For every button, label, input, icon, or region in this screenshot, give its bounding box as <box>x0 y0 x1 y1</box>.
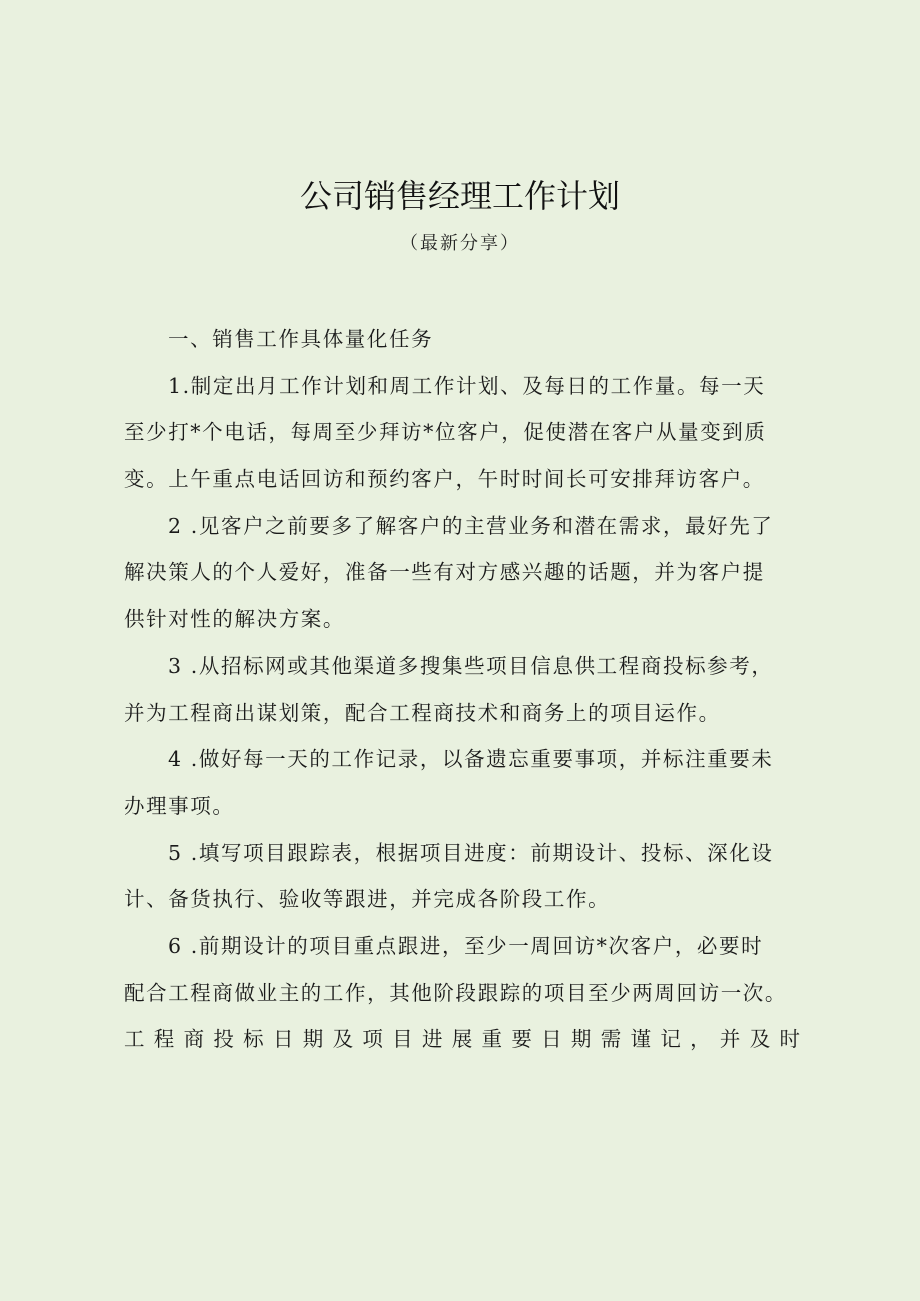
paragraph-line: 计、备货执行、验收等跟进，并完成各阶段工作。 <box>124 887 611 912</box>
paragraph-line: 至少打*个电话，每周至少拜访*位客户，促使潜在客户从量变到质 <box>124 420 767 445</box>
document-body <box>124 316 800 1063</box>
document-title: 公司销售经理工作计划 <box>299 177 620 215</box>
paragraph-line: 6 .前期设计的项目重点跟进，至少一周回访*次客户，必要时 <box>168 933 764 958</box>
paragraph-line: 工程商投标日期及项目进展重要日期需谨记，并及时 <box>124 1027 800 1052</box>
paragraph-line: 解决策人的个人爱好，准备一些有对方感兴趣的话题，并为客户提 <box>124 560 765 585</box>
paragraph-line: 4 .做好每一天的工作记录，以备遗忘重要事项，并标注重要未 <box>168 747 774 772</box>
paragraph-line: 2 .见客户之前要多了解客户的主营业务和潜在需求，最好先了 <box>168 513 774 538</box>
paragraph-line: 配合工程商做业主的工作，其他阶段跟踪的项目至少两周回访一次。 <box>124 980 787 1005</box>
paragraph-line: 1.制定出月工作计划和周工作计划、及每日的工作量。每一天 <box>168 373 766 398</box>
document-subtitle: （最新分享） <box>400 233 520 254</box>
paragraph-line: 变。上午重点电话回访和预约客户，午时时间长可安排拜访客户。 <box>124 467 765 492</box>
paragraph-line: 3 .从招标网或其他渠道多搜集些项目信息供工程商投标参考， <box>168 653 774 678</box>
section-heading: 一、销售工作具体量化任务 <box>168 327 434 351</box>
paragraph-line: 办理事项。 <box>124 793 235 818</box>
paragraph-line: 并为工程商出谋划策，配合工程商技术和商务上的项目运作。 <box>124 700 721 725</box>
paragraph-line: 供针对性的解决方案。 <box>124 607 345 632</box>
paragraph-line: 5 .填写项目跟踪表，根据项目进度：前期设计、投标、深化设 <box>168 840 774 865</box>
